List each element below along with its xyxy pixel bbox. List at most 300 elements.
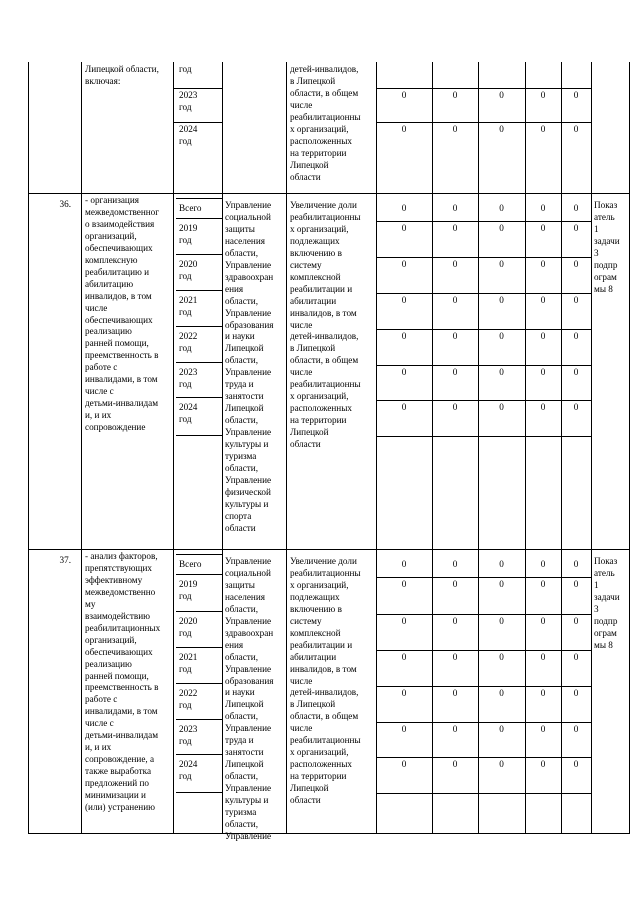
value-cell: 0: [401, 223, 407, 233]
value-cell: 0: [499, 367, 504, 377]
value-cell: 0: [573, 652, 579, 662]
subrow-border: [176, 719, 222, 720]
value-cell: 0: [540, 652, 546, 662]
indicator-line: подлежащих: [290, 235, 340, 246]
value-cell: 0: [540, 579, 546, 589]
measure-name-line: обеспечивающих: [85, 242, 153, 253]
measure-name-line: му: [85, 598, 96, 609]
row-number: 37.: [59, 555, 71, 565]
subrow-border: [176, 554, 222, 555]
executor-line: занятости: [225, 747, 264, 758]
indicator-line: х организаций,: [290, 223, 349, 234]
subrow-border: [173, 122, 222, 123]
measure-name-line: сопровождение, а: [85, 754, 155, 765]
value-cell: 0: [401, 688, 407, 698]
executor-line: Управление: [225, 663, 272, 674]
indicator-line: Липецкой: [290, 427, 329, 438]
measure-name-line: и, и их: [85, 410, 112, 421]
indicator-line: реабилитационны: [290, 379, 361, 390]
indicator-line: числе: [290, 319, 313, 330]
measure-name-line: (или) устранению: [85, 801, 155, 812]
subrow-border: [176, 683, 222, 684]
value-cell: 0: [401, 579, 407, 589]
measure-name-line: реабилитацию и: [85, 266, 150, 277]
measure-name-line: эффективному: [85, 574, 143, 585]
value-cell: 0: [401, 367, 407, 377]
measure-name-line: детьми-инвалидам: [85, 398, 159, 409]
value-cell: 0: [499, 90, 504, 100]
executor-line: Липецкой: [225, 343, 264, 354]
indicator-line: числе: [290, 675, 313, 686]
subrow-border: [376, 436, 591, 437]
measure-name-line: детьми-инвалидам: [85, 730, 159, 741]
measure-name-line: - организация: [85, 195, 139, 205]
measure-name-line: организаций,: [85, 230, 137, 241]
executor-line: Липецкой: [225, 403, 264, 414]
measure-name-line: инвалидами, в том: [85, 374, 158, 385]
executor-line: области,: [225, 415, 259, 426]
indicator-line: в Липецкой: [290, 343, 336, 354]
indicator-line: числе: [290, 99, 313, 110]
subrow-border: [173, 88, 222, 89]
value-cell: 0: [499, 652, 504, 662]
indicator-line: комплексной: [290, 271, 341, 282]
value-cell: 0: [540, 259, 546, 269]
note-line: подпр: [594, 259, 618, 270]
value-cell: 0: [540, 367, 546, 377]
value-cell: 0: [452, 295, 458, 305]
executor-line: защиты: [225, 579, 255, 590]
indicator-line: детей-инвалидов,: [290, 64, 359, 74]
executor-line: культуры и: [225, 795, 269, 805]
executor-line: Управление: [225, 783, 272, 794]
value-cell: 0: [540, 616, 546, 626]
value-cell: 0: [499, 724, 504, 734]
value-cell: 0: [573, 759, 579, 769]
executor-line: Управление: [225, 200, 272, 210]
subrow-border: [376, 650, 591, 651]
year-label: 2021 год: [179, 652, 198, 674]
value-cell: 0: [573, 367, 579, 377]
indicator-line: включению в: [290, 247, 342, 258]
value-cell: 0: [573, 579, 579, 589]
value-cell: 0: [452, 124, 458, 134]
note-line: подпр: [594, 615, 618, 626]
value-cell: 0: [540, 223, 546, 233]
value-cell: 0: [452, 688, 458, 698]
value-cell: 0: [499, 259, 504, 269]
value-cell: 0: [499, 688, 504, 698]
measure-name-line: ранней помощи,: [85, 670, 149, 681]
year-label: 2024 год: [179, 759, 198, 781]
note-line: 1: [594, 579, 599, 590]
measure-name-line: инвалидов, в том: [85, 290, 152, 301]
note-line: 1: [594, 223, 599, 234]
executor-line: области,: [225, 818, 259, 829]
value-cell: 0: [540, 402, 546, 412]
executor-line: Липецкой: [225, 699, 264, 710]
year-label: 2024 год: [179, 402, 198, 424]
executor-line: спорта: [225, 510, 252, 521]
value-cell: 0: [540, 90, 546, 100]
subrow-border: [376, 614, 591, 615]
value-cell: 0: [573, 559, 579, 569]
indicator-line: х организаций,: [290, 747, 349, 758]
value-cell: 0: [452, 559, 458, 569]
column-border: [81, 62, 82, 833]
row-border: [28, 549, 630, 550]
value-cell: 0: [452, 331, 458, 341]
value-cell: 0: [452, 367, 458, 377]
value-cell: 0: [573, 259, 579, 269]
executor-line: и науки: [225, 687, 255, 698]
executor-line: области: [225, 522, 256, 533]
measure-name-line: предложений по: [85, 778, 149, 789]
value-cell: 0: [540, 688, 546, 698]
executor-line: области,: [225, 462, 259, 473]
value-cell: 0: [540, 124, 546, 134]
subrow-border: [376, 293, 591, 294]
measure-name-line: - анализ факторов,: [85, 551, 158, 561]
measure-name-line: организаций,: [85, 634, 137, 645]
year-label: 2024 год: [179, 124, 198, 146]
subrow-border: [376, 329, 591, 330]
indicator-line: области, в общем: [290, 87, 359, 98]
indicator-line: числе: [290, 723, 313, 734]
executor-line: населения: [225, 235, 265, 246]
indicator-line: абилитации: [290, 651, 337, 662]
executor-line: социальной: [225, 211, 271, 222]
column-border: [561, 62, 562, 833]
note-line: Показ: [594, 200, 618, 210]
measure-name-line: взаимодействию: [85, 610, 150, 621]
measure-name-line: обеспечивающих: [85, 314, 153, 325]
subrow-border: [176, 611, 222, 612]
executor-line: Липецкой: [225, 759, 264, 770]
column-border: [432, 62, 433, 833]
value-cell: 0: [573, 616, 579, 626]
value-cell: 0: [401, 331, 407, 341]
value-cell: 0: [401, 759, 407, 769]
value-cell: 0: [401, 124, 407, 134]
indicator-line: на территории: [290, 771, 347, 782]
executor-line: социальной: [225, 567, 271, 578]
year-label: 2023 год: [179, 724, 198, 746]
indicator-line: Липецкой: [290, 783, 329, 794]
note-line: атель: [594, 567, 615, 578]
subrow-border: [376, 757, 591, 758]
subrow-border: [176, 574, 222, 575]
value-cell: 0: [401, 402, 407, 412]
subrow-border: [176, 754, 222, 755]
measure-name-line: минимизации и: [85, 790, 146, 800]
executor-line: защиты: [225, 223, 255, 234]
row-border: [28, 193, 630, 194]
value-cell: 0: [499, 559, 504, 569]
year-label: 2022 год: [179, 688, 198, 710]
indicator-line: Липецкой: [290, 159, 329, 170]
column-border: [525, 62, 526, 833]
measure-name-line: реализацию: [85, 326, 132, 337]
value-cell: 0: [401, 724, 407, 734]
executor-line: ения: [225, 283, 244, 294]
value-cell: 0: [452, 724, 458, 734]
value-cell: 0: [452, 90, 458, 100]
executor-line: Управление: [225, 723, 272, 734]
subrow-border: [176, 254, 222, 255]
year-label: год: [179, 64, 192, 74]
executor-line: Управление: [225, 307, 272, 318]
executor-line: области,: [225, 771, 259, 782]
executor-line: культуры и: [225, 498, 269, 509]
measure-name-line: межведомственно: [85, 586, 156, 597]
note-line: 3: [594, 603, 599, 614]
indicator-line: на территории: [290, 147, 347, 158]
indicator-line: реабилитационны: [290, 111, 361, 122]
measure-name-line: преемственность в: [85, 350, 159, 361]
executor-line: области,: [225, 247, 259, 258]
measure-name-line: обеспечивающих: [85, 646, 153, 657]
subrow-border: [176, 792, 222, 793]
indicator-line: расположенных: [290, 759, 352, 770]
value-cell: 0: [499, 759, 504, 769]
executor-line: занятости: [225, 391, 264, 402]
note-line: Показ: [594, 556, 618, 566]
executor-line: Управление: [225, 427, 272, 438]
value-cell: 0: [499, 223, 504, 233]
value-cell: 0: [452, 579, 458, 589]
indicator-line: абилитации: [290, 295, 337, 306]
column-border: [28, 62, 29, 833]
executor-line: ения: [225, 639, 244, 650]
value-cell: 0: [401, 295, 407, 305]
value-cell: 0: [573, 331, 579, 341]
value-cell: 0: [499, 203, 504, 213]
executor-line: Управление: [225, 615, 272, 626]
executor-line: Управление: [225, 830, 272, 841]
subrow-border: [376, 793, 591, 794]
value-cell: 0: [499, 295, 504, 305]
note-line: ограм: [594, 271, 617, 282]
indicator-line: расположенных: [290, 403, 352, 414]
executor-line: здравоохран: [225, 271, 274, 282]
value-cell: 0: [540, 203, 546, 213]
indicator-line: систему: [290, 259, 322, 270]
year-label: 2019 год: [179, 223, 198, 245]
indicator-line: х организаций,: [290, 123, 349, 134]
executor-line: области,: [225, 651, 259, 662]
subrow-border: [176, 218, 222, 219]
indicator-line: детей-инвалидов,: [290, 331, 359, 342]
value-cell: 0: [452, 759, 458, 769]
indicator-line: числе: [290, 367, 313, 378]
executor-line: населения: [225, 591, 265, 602]
subrow-border: [176, 647, 222, 648]
value-cell: 0: [573, 203, 579, 213]
column-border: [222, 62, 223, 833]
indicator-line: области, в общем: [290, 355, 359, 366]
subrow-border: [376, 221, 591, 222]
subrow-border: [176, 435, 222, 436]
indicator-line: систему: [290, 615, 322, 626]
measure-name-line: работе с: [85, 362, 118, 373]
column-border: [591, 62, 592, 833]
executor-line: туризма: [225, 450, 257, 461]
value-cell: 0: [401, 203, 407, 213]
executor-line: области,: [225, 711, 259, 722]
measure-name-line: также выработка: [85, 766, 152, 777]
indicator-line: инвалидов, в том: [290, 663, 357, 674]
indicator-line: Увеличение доли: [290, 200, 357, 210]
executor-line: здравоохран: [225, 627, 274, 638]
note-line: 3: [594, 247, 599, 258]
executor-line: области,: [225, 355, 259, 366]
row-border: [28, 833, 630, 834]
subrow-border: [376, 88, 591, 89]
column-border: [629, 62, 630, 833]
value-cell: 0: [540, 724, 546, 734]
value-cell: 0: [499, 616, 504, 626]
value-cell: 0: [540, 295, 546, 305]
indicator-line: детей-инвалидов,: [290, 687, 359, 698]
indicator-line: расположенных: [290, 135, 352, 146]
indicator-line: х организаций,: [290, 391, 349, 402]
value-cell: 0: [573, 402, 579, 412]
measure-name-line: межведомственног: [85, 206, 160, 217]
note-line: мы 8: [594, 283, 613, 294]
value-cell: 0: [401, 616, 407, 626]
indicator-line: х организаций,: [290, 579, 349, 590]
subrow-border: [376, 257, 591, 258]
indicator-line: на территории: [290, 415, 347, 426]
subrow-border: [376, 577, 591, 578]
subrow-border: [376, 400, 591, 401]
measure-name-line: включая:: [85, 75, 121, 86]
value-cell: 0: [452, 203, 458, 213]
value-cell: 0: [452, 223, 458, 233]
executor-line: труда и: [225, 379, 254, 390]
column-border: [286, 62, 287, 833]
indicator-line: реабилитационны: [290, 567, 361, 578]
executor-line: области,: [225, 295, 259, 306]
measure-name-line: работе с: [85, 694, 118, 705]
indicator-line: реабилитации и: [290, 283, 353, 294]
value-cell: 0: [540, 331, 546, 341]
note-line: мы 8: [594, 639, 613, 650]
value-cell: 0: [401, 90, 407, 100]
value-cell: 0: [452, 652, 458, 662]
subrow-border: [176, 198, 222, 199]
value-cell: 0: [499, 402, 504, 412]
measure-name-line: сопровождение: [85, 422, 146, 433]
year-label: 2021 год: [179, 295, 198, 317]
measure-name-line: и, и их: [85, 742, 112, 753]
executor-line: Управление: [225, 367, 272, 378]
value-cell: 0: [573, 688, 579, 698]
measure-name-line: Липецкой области,: [85, 64, 159, 74]
year-label: 2019 год: [179, 579, 198, 601]
measure-name-line: о взаимодействия: [85, 218, 155, 229]
year-label: 2022 год: [179, 331, 198, 353]
value-cell: 0: [540, 759, 546, 769]
measure-name-line: инвалидами, в том: [85, 706, 158, 717]
note-line: задачи: [594, 591, 620, 602]
subrow-border: [376, 686, 591, 687]
measure-name-line: реализацию: [85, 658, 132, 669]
executor-line: культуры и: [225, 439, 269, 449]
subrow-border: [176, 326, 222, 327]
year-label: 2020 год: [179, 259, 198, 281]
value-cell: 0: [540, 559, 546, 569]
subrow-border: [176, 397, 222, 398]
executor-line: физической: [225, 486, 271, 497]
indicator-line: инвалидов, в том: [290, 307, 357, 318]
measure-name-line: реабилитационных: [85, 622, 161, 633]
subrow-border: [376, 722, 591, 723]
indicator-line: в Липецкой: [290, 75, 336, 86]
value-cell: 0: [401, 559, 407, 569]
subrow-border: [176, 362, 222, 363]
subrow-border: [176, 290, 222, 291]
value-cell: 0: [573, 90, 579, 100]
year-label: Всего: [179, 559, 202, 569]
value-cell: 0: [573, 124, 579, 134]
indicator-line: реабилитационны: [290, 211, 361, 222]
measure-name-line: абилитацию: [85, 278, 134, 289]
indicator-line: реабилитации и: [290, 639, 353, 650]
indicator-line: в Липецкой: [290, 699, 336, 710]
measure-name-line: преемственность в: [85, 682, 159, 693]
subrow-border: [376, 122, 591, 123]
column-border: [478, 62, 479, 833]
indicator-line: включению в: [290, 603, 342, 614]
value-cell: 0: [499, 579, 504, 589]
executor-line: образования: [225, 319, 274, 330]
value-cell: 0: [401, 259, 407, 269]
column-border: [376, 62, 377, 833]
executor-line: области,: [225, 603, 259, 614]
year-label: 2023 год: [179, 367, 198, 389]
value-cell: 0: [452, 402, 458, 412]
indicator-line: Увеличение доли: [290, 556, 357, 566]
value-cell: 0: [573, 223, 579, 233]
measure-name-line: числе: [85, 302, 108, 313]
value-cell: 0: [573, 295, 579, 305]
year-label: 2020 год: [179, 616, 198, 638]
note-line: атель: [594, 211, 615, 222]
column-border: [173, 62, 174, 833]
indicator-line: реабилитационны: [290, 735, 361, 746]
executor-line: Управление: [225, 259, 272, 270]
measure-name-line: препятствующих: [85, 562, 153, 573]
indicator-line: области: [290, 439, 321, 449]
indicator-line: комплексной: [290, 627, 341, 638]
measure-name-line: числе с: [85, 718, 114, 729]
executor-line: труда и: [225, 735, 254, 746]
measure-name-line: ранней помощи,: [85, 338, 149, 349]
value-cell: 0: [499, 124, 504, 134]
note-line: задачи: [594, 235, 620, 246]
measure-name-line: числе с: [85, 386, 114, 397]
indicator-line: области, в общем: [290, 711, 359, 722]
value-cell: 0: [401, 652, 407, 662]
value-cell: 0: [499, 331, 504, 341]
value-cell: 0: [573, 724, 579, 734]
value-cell: 0: [452, 616, 458, 626]
subrow-border: [376, 365, 591, 366]
row-number: 36.: [59, 199, 71, 209]
measure-name-line: комплексную: [85, 254, 138, 265]
